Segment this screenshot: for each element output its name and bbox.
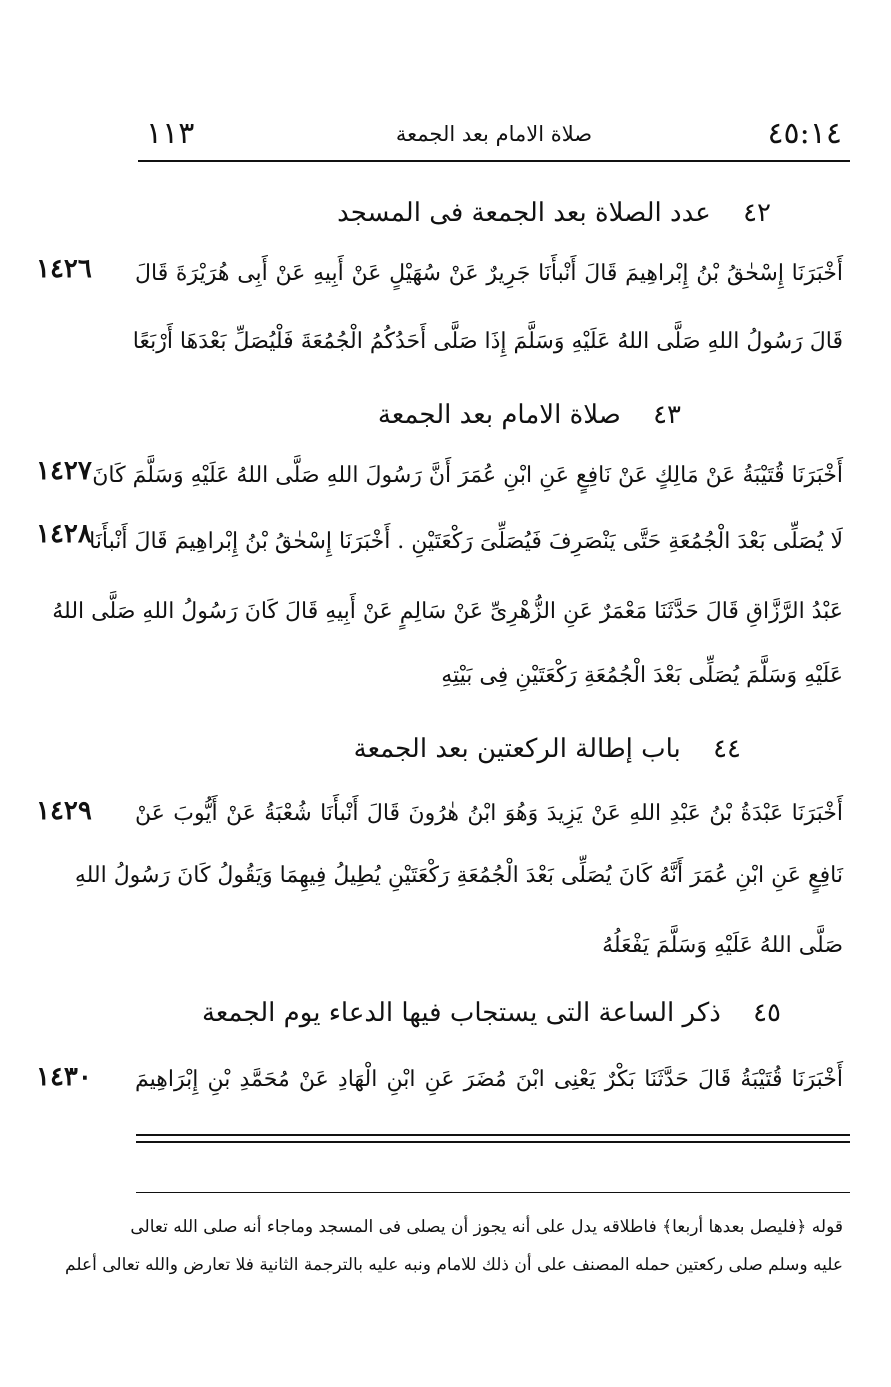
text-line: أَخْبَرَنَا قُتَيْبَةُ عَنْ مَالِكٍ عَنْ نَافِعٍ عَنِ ابْنِ عُمَرَ أَنَّ رَسُولَ اللهِ صَلَّى اللهُ عَلَيْهِ وَسَلَّمَ كَانَ <box>92 463 843 488</box>
text-end-rule <box>136 1141 850 1143</box>
running-title: صلاة الامام بعد الجمعة <box>395 122 593 146</box>
hadith-number: ١٤٢٧ <box>36 456 92 486</box>
footnote-line: قوله ﴿فليصل بعدها أربعا﴾ فاطلاقه يدل على أنه يجوز أن يصلى فى المسجد وماجاء أنه صلى الله تعالى <box>130 1217 843 1237</box>
header-rule <box>138 160 850 162</box>
text-line: أَخْبَرَنَا قُتَيْبَةُ قَالَ حَدَّثَنَا بَكْرٌ يَعْنِى ابْنَ مُضَرَ عَنِ ابْنِ الْهَادِ عَنْ مُحَمَّدِ بْنِ إِبْرَاهِيمَ <box>135 1067 843 1092</box>
section-title: صلاة الامام بعد الجمعة <box>377 400 621 430</box>
section-title: ذكر الساعة التى يستجاب فيها الدعاء يوم الجمعة <box>201 998 721 1028</box>
section-number: ٤٣ <box>653 400 681 430</box>
page-header <box>138 112 850 160</box>
section-heading <box>202 998 781 1028</box>
section-number: ٤٥ <box>753 998 781 1028</box>
section-number: ٤٢ <box>743 198 771 228</box>
section-heading <box>337 198 771 228</box>
section-title: باب إطالة الركعتين بعد الجمعة <box>353 734 681 764</box>
chapter-reference: ٤٥:١٤ <box>767 116 842 151</box>
text-line: عَبْدُ الرَّزَّاقِ قَالَ حَدَّثَنَا مَعْمَرٌ عَنِ الزُّهْرِىِّ عَنْ سَالِمٍ عَنْ أَبِيهِ قَالَ كَانَ رَسُولُ اللهِ صَلَّى اللهُ <box>52 599 843 624</box>
text-line: أَخْبَرَنَا عَبْدَةُ بْنُ عَبْدِ اللهِ عَنْ يَزِيدَ وَهُوَ ابْنُ هٰرُونَ قَالَ أَنْبأَنَا شُعْبَةُ عَنْ أَيُّوبَ عَنْ <box>135 801 843 826</box>
text-line: قَالَ رَسُولُ اللهِ صَلَّى اللهُ عَلَيْهِ وَسَلَّمَ إِذَا صَلَّى أَحَدُكُمُ الْجُمُعَةَ فَلْيُصَلِّ بَعْدَهَا أَرْبَعًا <box>132 329 843 354</box>
text-line: نَافِعٍ عَنِ ابْنِ عُمَرَ أَنَّهُ كَانَ يُصَلِّى بَعْدَ الْجُمُعَةِ رَكْعَتَيْنِ يُطِيلُ فِيهِمَا وَيَقُولُ كَانَ رَسُولُ اللهِ <box>74 863 843 888</box>
section-heading <box>378 400 681 430</box>
section-number: ٤٤ <box>713 734 741 764</box>
text-line: لَا يُصَلِّى بَعْدَ الْجُمُعَةِ حَتَّى يَنْصَرِفَ فَيُصَلِّىَ رَكْعَتَيْنِ . أَخْبَرَنَا إِسْحٰقُ بْنُ إِبْراهِيمَ قَالَ أَنْبأَنَا <box>89 529 843 554</box>
hadith-number: ١٤٣٠ <box>36 1062 92 1092</box>
hadith-number: ١٤٢٨ <box>36 519 92 549</box>
hadith-number: ١٤٢٩ <box>36 796 92 826</box>
section-heading <box>354 734 741 764</box>
text-line: عَلَيْهِ وَسَلَّمَ يُصَلِّى بَعْدَ الْجُمُعَةِ رَكْعَتَيْنِ فِى بَيْتِهِ <box>441 663 843 688</box>
text-line: أَخْبَرَنَا إِسْحٰقُ بْنُ إِبْراهِيمَ قَالَ أَنْبأَنَا جَرِيرٌ عَنْ سُهَيْلٍ عَنْ أَبِيهِ عَنْ أَبِى هُرَيْرَةَ قَالَ <box>135 261 843 286</box>
hadith-number: ١٤٢٦ <box>36 254 92 284</box>
text-line: صَلَّى اللهُ عَلَيْهِ وَسَلَّمَ يَفْعَلُهُ <box>602 933 843 958</box>
section-title: عدد الصلاة بعد الجمعة فى المسجد <box>337 198 711 228</box>
footnote-rule <box>136 1192 850 1193</box>
footnote-line: عليه وسلم صلى ركعتين حمله المصنف على أن ذلك للامام ونبه عليه بالترجمة الثانية فلا تعارض والله تعالى أعلم <box>65 1255 843 1275</box>
page-number: ١١٣ <box>146 116 195 151</box>
text-end-rule <box>136 1134 850 1136</box>
